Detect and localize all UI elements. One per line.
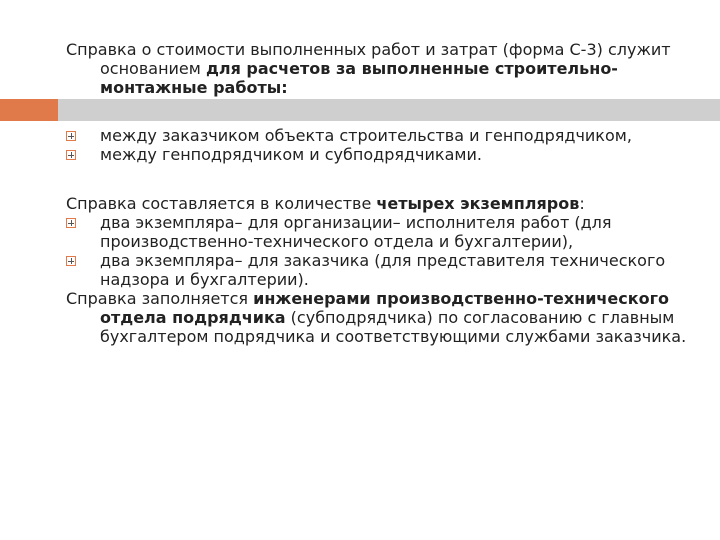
filled-by-bold: инженерами производственно-технического отдела подрядчика	[100, 289, 669, 327]
list-item	[66, 213, 706, 251]
slide-body	[66, 40, 706, 346]
intro-text: Справка о стоимости выполненных работ и затрат (форма С-3) служит основанием	[66, 40, 671, 78]
list-item-text: два экземпляра– для заказчика (для представителя технического надзора и бухгалтерии).	[100, 251, 666, 289]
checkbox-bullet-icon	[66, 131, 76, 141]
list-item	[66, 251, 706, 289]
paragraph-filled-by	[66, 289, 706, 346]
copies-bold: четырех экземпляров	[376, 194, 580, 213]
intro-bold: для расчетов за выполненные строительно-монтажные работы:	[100, 59, 618, 97]
list-item	[66, 145, 706, 164]
list-item-text: два экземпляра– для организации– исполнителя работ (для производственно-технического отдела и бухгалтерии),	[100, 213, 612, 251]
copies-text: Справка составляется в количестве	[66, 194, 377, 213]
list-item-text: между заказчиком объекта строительства и генподрядчиком,	[100, 126, 632, 145]
accent-bar	[0, 99, 58, 121]
checkbox-bullet-icon	[66, 218, 76, 228]
paragraph-intro	[66, 40, 706, 97]
paragraph-copies	[66, 194, 706, 213]
list-item	[66, 126, 706, 145]
checkbox-bullet-icon	[66, 256, 76, 266]
checkbox-bullet-icon	[66, 150, 76, 160]
filled-by-text: Справка заполняется	[66, 289, 254, 308]
filled-by-rest: (субподрядчика) по согласованию с главным бухгалтером подрядчика и соответствующими службами заказчика.	[100, 308, 687, 346]
copies-colon: :	[579, 194, 585, 213]
list-item-text: между генподрядчиком и субподрядчиками.	[100, 145, 482, 164]
